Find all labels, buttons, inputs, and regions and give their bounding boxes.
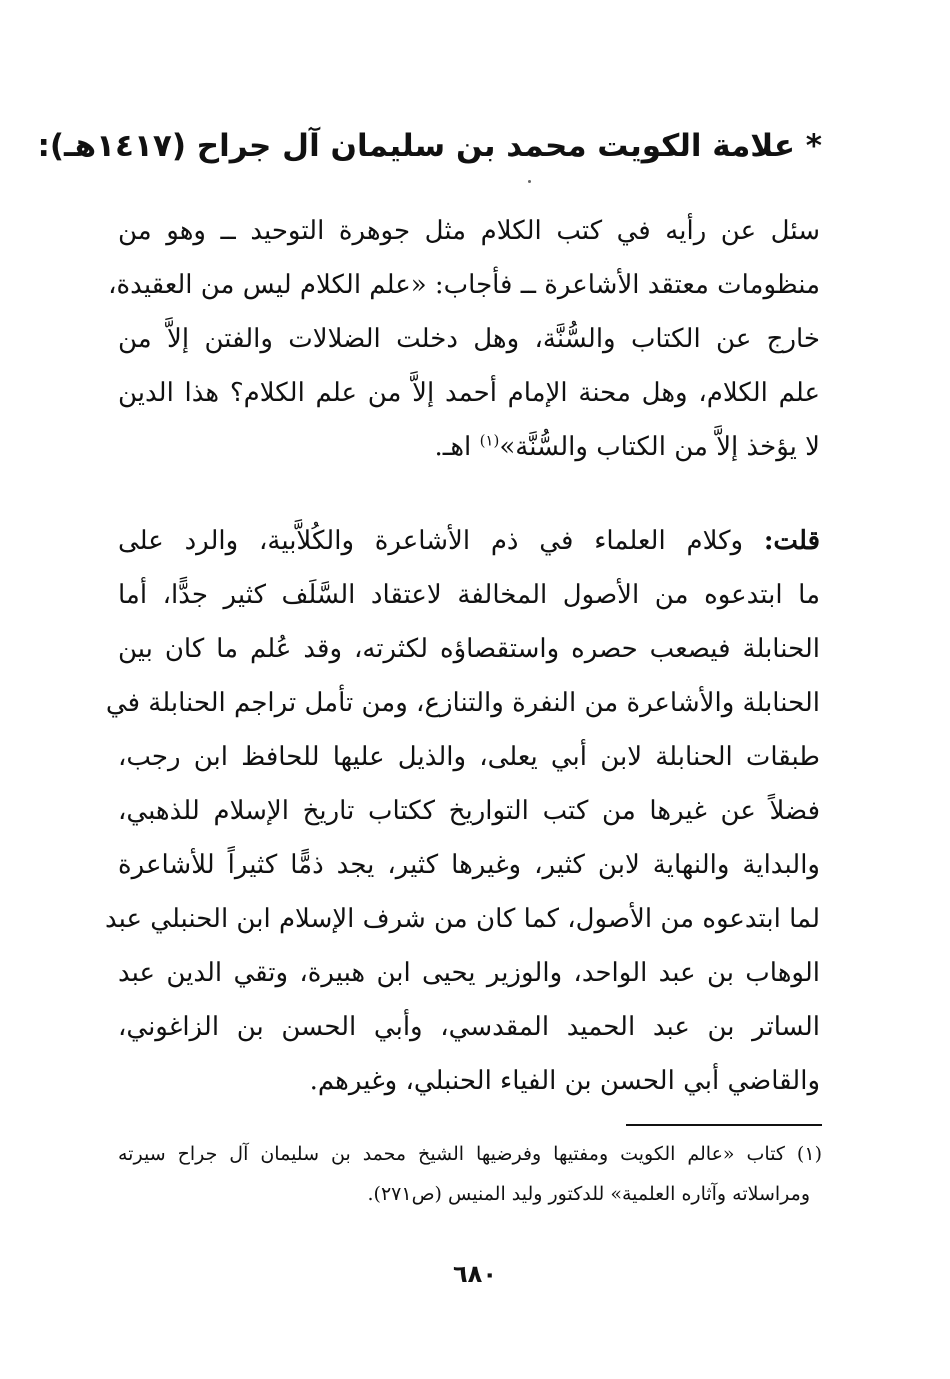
text-line: سئل عن رأيه في كتب الكلام مثل جوهرة التوحيد ــ وهو من <box>118 216 820 246</box>
text-line: الحنابلة والأشاعرة من النفرة والتنازع، ومن تأمل تراجم الحنابلة في <box>105 688 820 718</box>
text-line: الساتر بن عبد الحميد المقدسي، وأبي الحسن بن الزاغوني، <box>118 1012 820 1042</box>
text-line: لما ابتدعوه من الأصول، كما كان من شرف الإسلام ابن الحنبلي عبد <box>105 904 820 934</box>
text-fragment: لا يؤخذ إلاَّ من الكتاب والسُّنَّة» <box>499 432 820 462</box>
page-number: ٦٨٠ <box>453 1260 497 1288</box>
text-fragment: اهـ. <box>434 432 480 462</box>
text-line: ما ابتدعوه من الأصول المخالفة لاعتقاد السَّلَف كثير جدًّا، أما <box>118 580 820 610</box>
text-line-first <box>118 514 820 568</box>
footnote-line: ومراسلاته وآثاره العلمية» للدكتور وليد المنيس (ص٢٧١). <box>367 1183 810 1205</box>
footnote-line: (١) كتاب «عالم الكويت ومفتيها وفرضيها الشيخ محمد بن سليمان آل جراح سيرته <box>118 1143 822 1165</box>
footnote <box>118 1134 822 1214</box>
text-line: طبقات الحنابلة لابن أبي يعلى، والذيل عليها للحافظ ابن رجب، <box>118 742 820 772</box>
text-line: والبداية والنهاية لابن كثير، وغيرها كثير، يجد ذمًّا كثيراً للأشاعرة <box>118 850 820 880</box>
footnote-reference: (١) <box>479 431 500 450</box>
text-line-last <box>118 420 820 474</box>
text-line: الوهاب بن عبد الواحد، والوزير يحيى ابن هبيرة، وتقي الدين عبد <box>118 958 820 988</box>
print-speck <box>528 180 531 183</box>
text-fragment: وكلام العلماء في ذم الأشاعرة والكُلاَّبية، والرد على <box>118 526 764 556</box>
paragraph-commentary <box>105 514 820 1108</box>
text-line: فضلاً عن غيرها من كتب التواريخ ككتاب تاريخ الإسلام للذهبي، <box>118 796 820 826</box>
qult-label: قلت: <box>763 526 820 556</box>
text-line: الحنابلة فيصعب حصره واستقصاؤه لكثرته، وقد عُلم ما كان بين <box>118 634 820 664</box>
text-line: خارج عن الكتاب والسُّنَّة، وهل دخلت الضلالات والفتن إلاَّ من <box>118 324 820 354</box>
footnote-separator <box>626 1124 822 1126</box>
text-line-last: والقاضي أبي الحسن بن الفياء الحنبلي، وغيرهم. <box>309 1066 820 1096</box>
text-line: علم الكلام، وهل محنة الإمام أحمد إلاَّ من علم الكلام؟ هذا الدين <box>118 378 820 408</box>
text-line: منظومات معتقد الأشاعرة ــ فأجاب: «علم الكلام ليس من العقيدة، <box>108 270 820 300</box>
paragraph-question <box>108 204 820 474</box>
section-heading: * علامة الكويت محمد بن سليمان آل جراح (١٤١٧هـ): <box>37 128 822 164</box>
